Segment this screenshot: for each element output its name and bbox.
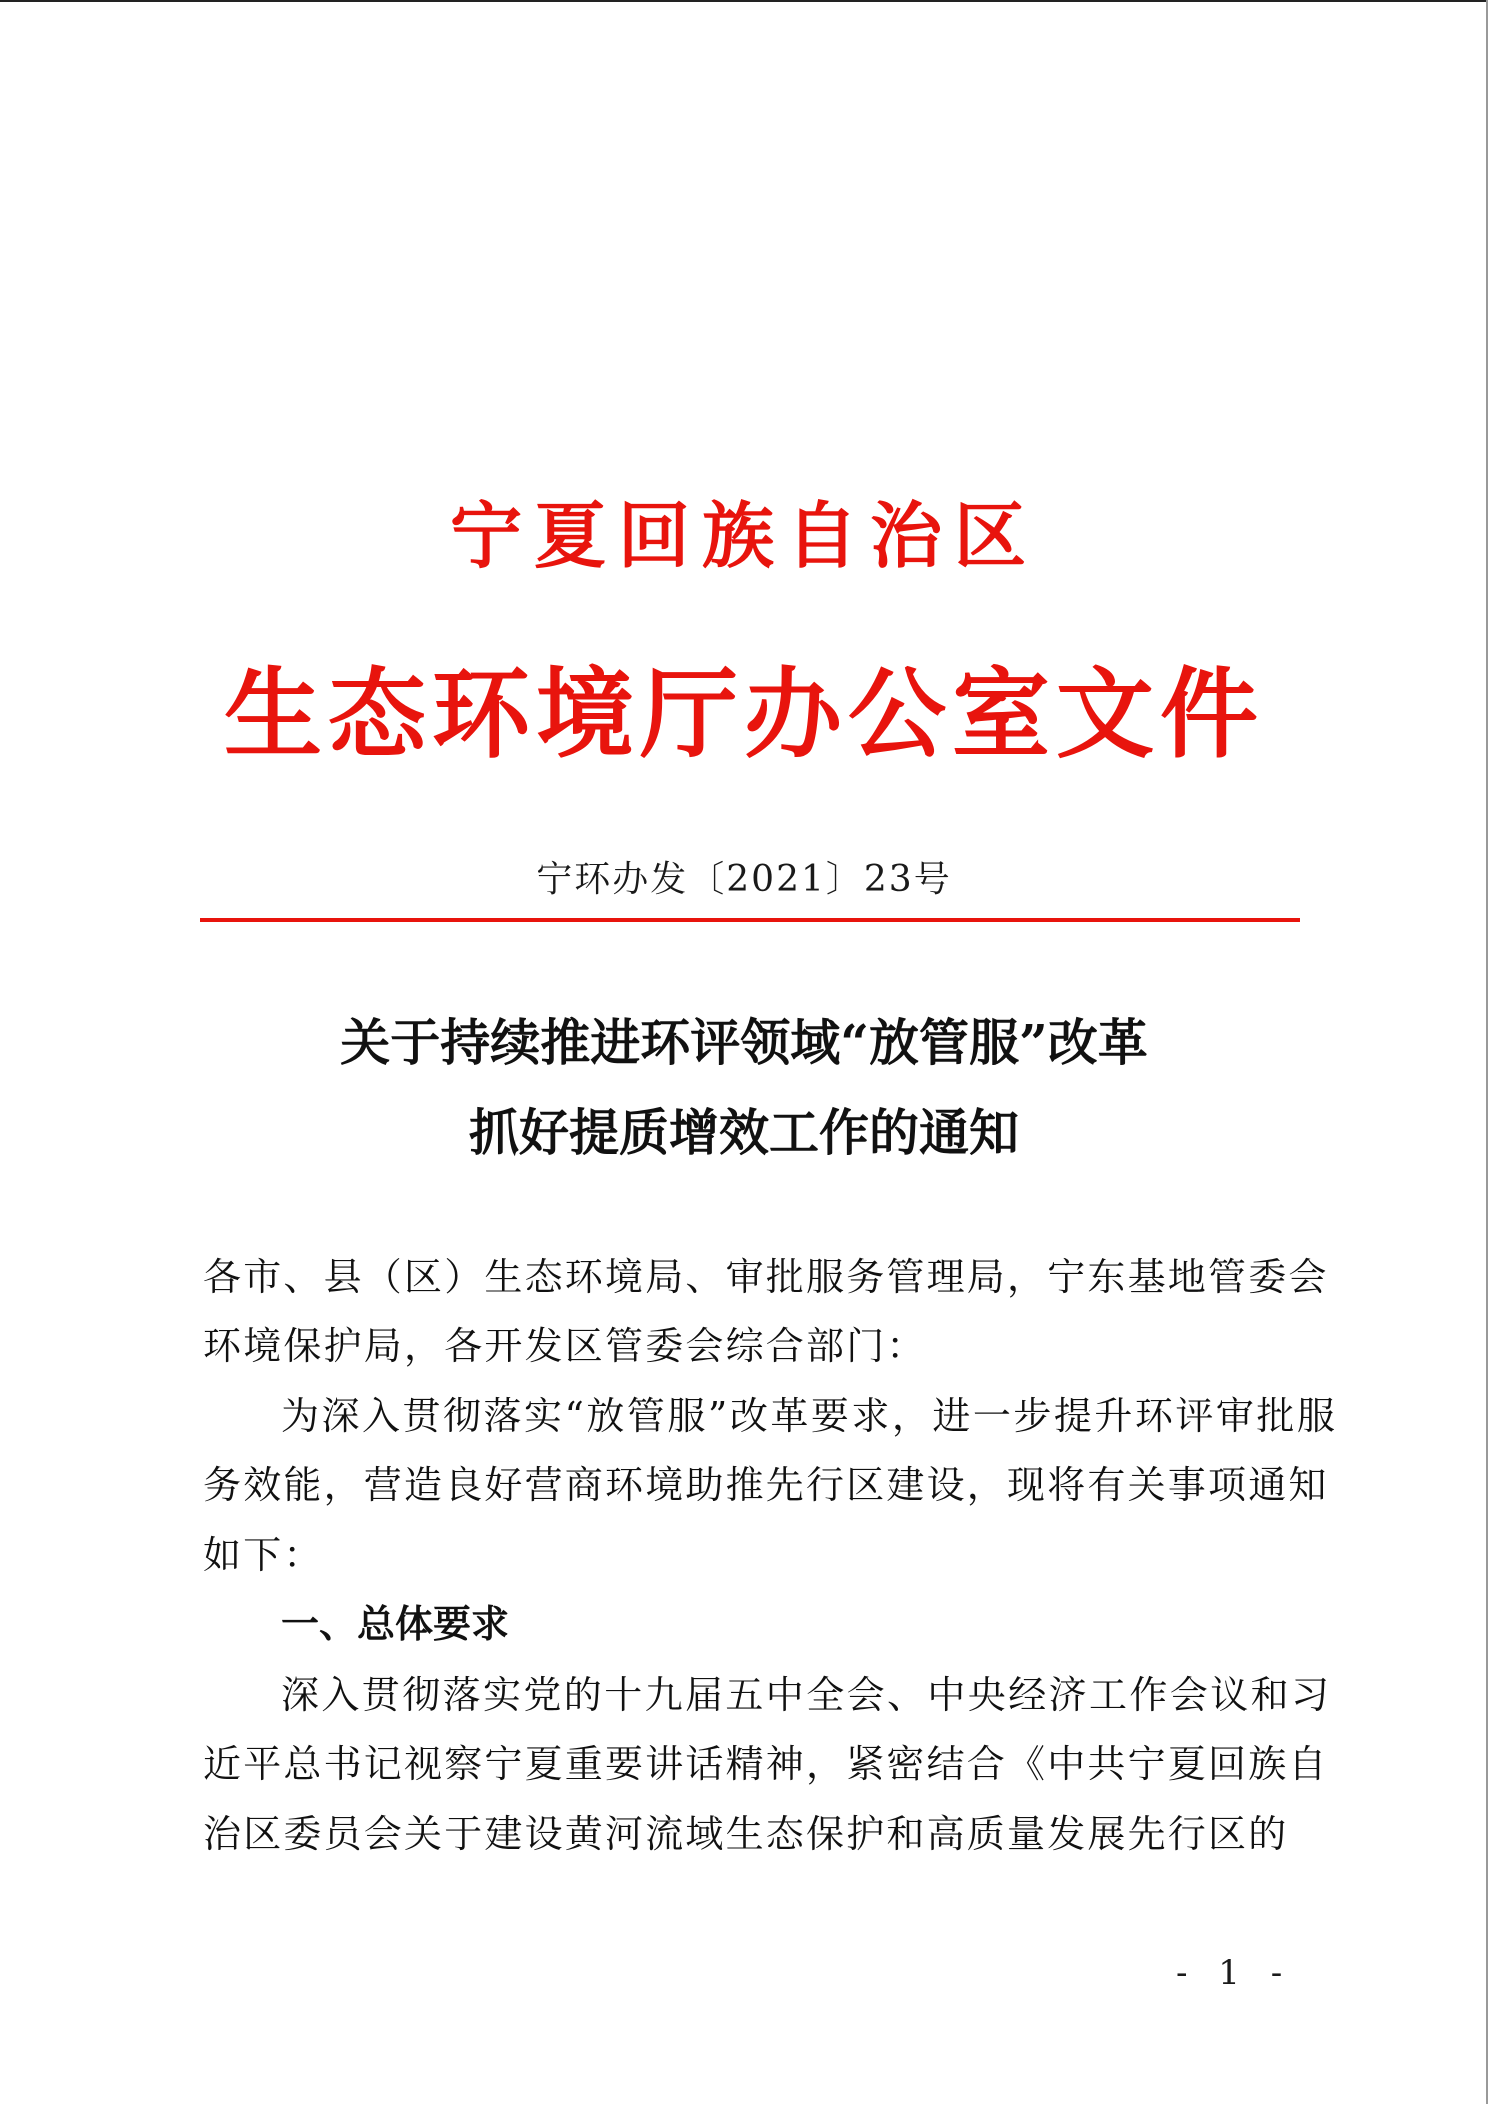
section-1-paragraph-line-3: 治区委员会关于建设黄河流域生态保护和高质量发展先行区的 xyxy=(203,1812,1289,1856)
document-title-line-2: 抓好提质增效工作的通知 xyxy=(469,1103,1019,1162)
addressee-line-2: 环境保护局，各开发区管委会综合部门： xyxy=(203,1324,927,1368)
section-1-paragraph-line-2: 近平总书记视察宁夏重要讲话精神，紧密结合《中共宁夏回族自 xyxy=(203,1742,1329,1786)
intro-paragraph-line-3: 如下： xyxy=(203,1533,324,1577)
document-number: 宁环办发〔2021〕23号 xyxy=(536,859,952,900)
issuing-organization-line-2: 生态环境厅办公室文件 xyxy=(223,657,1264,772)
page-top-border xyxy=(0,0,1488,2)
intro-paragraph-line-1: 为深入贯彻落实“放管服”改革要求，进一步提升环评审批服 xyxy=(281,1394,1338,1438)
addressee-line-1: 各市、县（区）生态环境局、审批服务管理局，宁东基地管委会 xyxy=(203,1255,1329,1299)
issuing-organization-line-1: 宁夏回族自治区 xyxy=(449,493,1038,578)
document-title-line-1: 关于持续推进环评领域“放管服”改革 xyxy=(340,1013,1148,1072)
intro-paragraph-line-2: 务效能，营造良好营商环境助推先行区建设，现将有关事项通知 xyxy=(203,1463,1329,1507)
red-divider-line xyxy=(200,918,1300,922)
page-number: - 1 - xyxy=(1176,1953,1293,1993)
section-heading-1: 一、总体要求 xyxy=(281,1602,510,1646)
section-1-paragraph-line-1: 深入贯彻落实党的十九届五中全会、中央经济工作会议和习 xyxy=(281,1673,1332,1717)
